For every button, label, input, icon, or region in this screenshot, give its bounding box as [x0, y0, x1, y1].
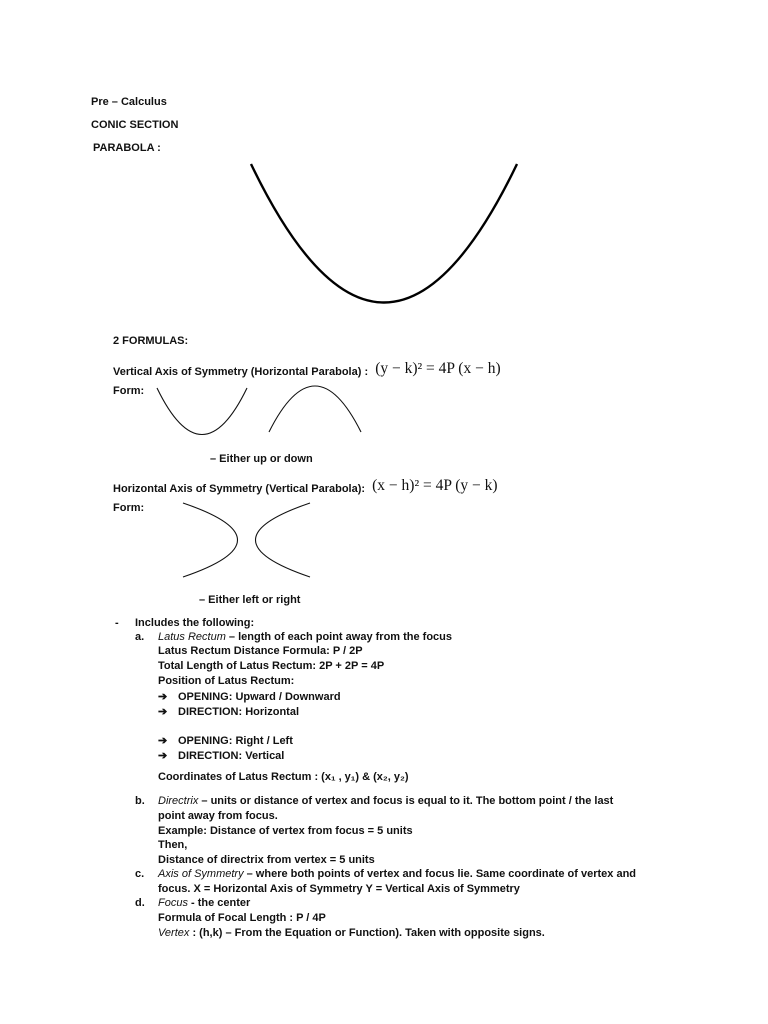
formulas-heading: 2 FORMULAS:: [113, 335, 189, 347]
directrix-term: Directrix: [158, 795, 199, 807]
latus-rectum-coordinates: Coordinates of Latus Rectum : (x₁ , y₁) & (x₂, y₂): [158, 771, 409, 783]
opening-1-text: OPENING: Upward / Downward: [178, 691, 341, 703]
latus-rectum-term: Latus Rectum: [158, 631, 226, 643]
subtopic-title: PARABOLA :: [93, 142, 161, 154]
focus-term: Focus: [158, 897, 188, 909]
item-d-marker: d.: [135, 897, 145, 909]
vertical-axis-label-text: Vertical Axis of Symmetry (Horizontal Parabola) :: [113, 366, 369, 378]
vertical-axis-equation: (y − k)² = 4P (x − h): [375, 360, 501, 377]
latus-rectum-position-heading: Position of Latus Rectum:: [158, 675, 295, 687]
opening-2-text: OPENING: Right / Left: [178, 735, 293, 747]
arrow-right-icon: ➔: [158, 735, 168, 747]
directrix-definition: – units or distance of vertex and focus is equal to it. The bottom point / the last: [198, 795, 614, 807]
focal-length-formula: Formula of Focal Length : P / 4P: [158, 912, 326, 924]
position-item-opening-2: [158, 734, 293, 747]
direction-1-text: DIRECTION: Horizontal: [178, 706, 299, 718]
vertical-form-label: Form:: [113, 385, 145, 397]
parabola-opening-left: [183, 503, 238, 577]
directrix-then: Then,: [158, 839, 188, 851]
item-b-definition-line: [158, 795, 613, 807]
arrow-right-icon: ➔: [158, 750, 168, 762]
vertex-definition: : (h,k) – From the Equation or Function). Taken with opposite signs.: [189, 927, 545, 939]
vertex-term: Vertex: [158, 927, 190, 939]
item-b-marker: b.: [135, 795, 145, 807]
horizontal-axis-label: [113, 479, 498, 497]
directrix-example: Example: Distance of vertex from focus = 5 units: [158, 825, 413, 837]
item-d-definition-line: [158, 897, 250, 909]
item-c-definition-line: [158, 868, 636, 880]
course-title: Pre – Calculus: [91, 96, 167, 108]
directrix-definition-cont: point away from focus.: [158, 810, 278, 822]
parabola-curve: [251, 164, 517, 303]
vertical-axis-label: [113, 362, 501, 380]
item-a-definition-line: [158, 631, 452, 643]
axis-of-symmetry-definition: – where both points of vertex and focus lie. Same coordinate of vertex and: [243, 868, 637, 880]
parabola-opening-right: [256, 503, 311, 577]
position-item-direction-2: [158, 749, 284, 762]
list-bullet: -: [115, 617, 119, 629]
horizontal-form-label: Form:: [113, 502, 145, 514]
focus-definition: - the center: [187, 897, 251, 909]
item-a-marker: a.: [135, 631, 145, 643]
parabola-opening-up: [157, 388, 247, 435]
position-item-opening-1: [158, 690, 341, 703]
latus-rectum-total-length: Total Length of Latus Rectum: 2P + 2P = 4P: [158, 660, 385, 672]
topic-title: CONIC SECTION: [91, 119, 179, 131]
arrow-right-icon: ➔: [158, 691, 168, 703]
horizontal-axis-equation: (x − h)² = 4P (y − k): [372, 477, 498, 494]
parabola-opening-down: [269, 386, 361, 432]
vertical-form-note: – Either up or down: [210, 453, 313, 465]
direction-2-text: DIRECTION: Vertical: [178, 750, 285, 762]
horizontal-axis-label-text: Horizontal Axis of Symmetry (Vertical Parabola):: [113, 483, 366, 495]
item-c-marker: c.: [135, 868, 145, 880]
includes-intro: Includes the following:: [135, 617, 255, 629]
vertex-line: [158, 927, 545, 939]
latus-rectum-definition: – length of each point away from the focus: [225, 631, 453, 643]
horizontal-form-note: – Either left or right: [199, 594, 301, 606]
latus-rectum-distance-formula: Latus Rectum Distance Formula: P / 2P: [158, 645, 363, 657]
axis-of-symmetry-definition-cont: focus. X = Horizontal Axis of Symmetry Y = Vertical Axis of Symmetry: [158, 883, 520, 895]
directrix-result: Distance of directrix from vertex = 5 units: [158, 854, 375, 866]
axis-of-symmetry-term: Axis of Symmetry: [158, 868, 244, 880]
position-item-direction-1: [158, 705, 299, 718]
arrow-right-icon: ➔: [158, 706, 168, 718]
